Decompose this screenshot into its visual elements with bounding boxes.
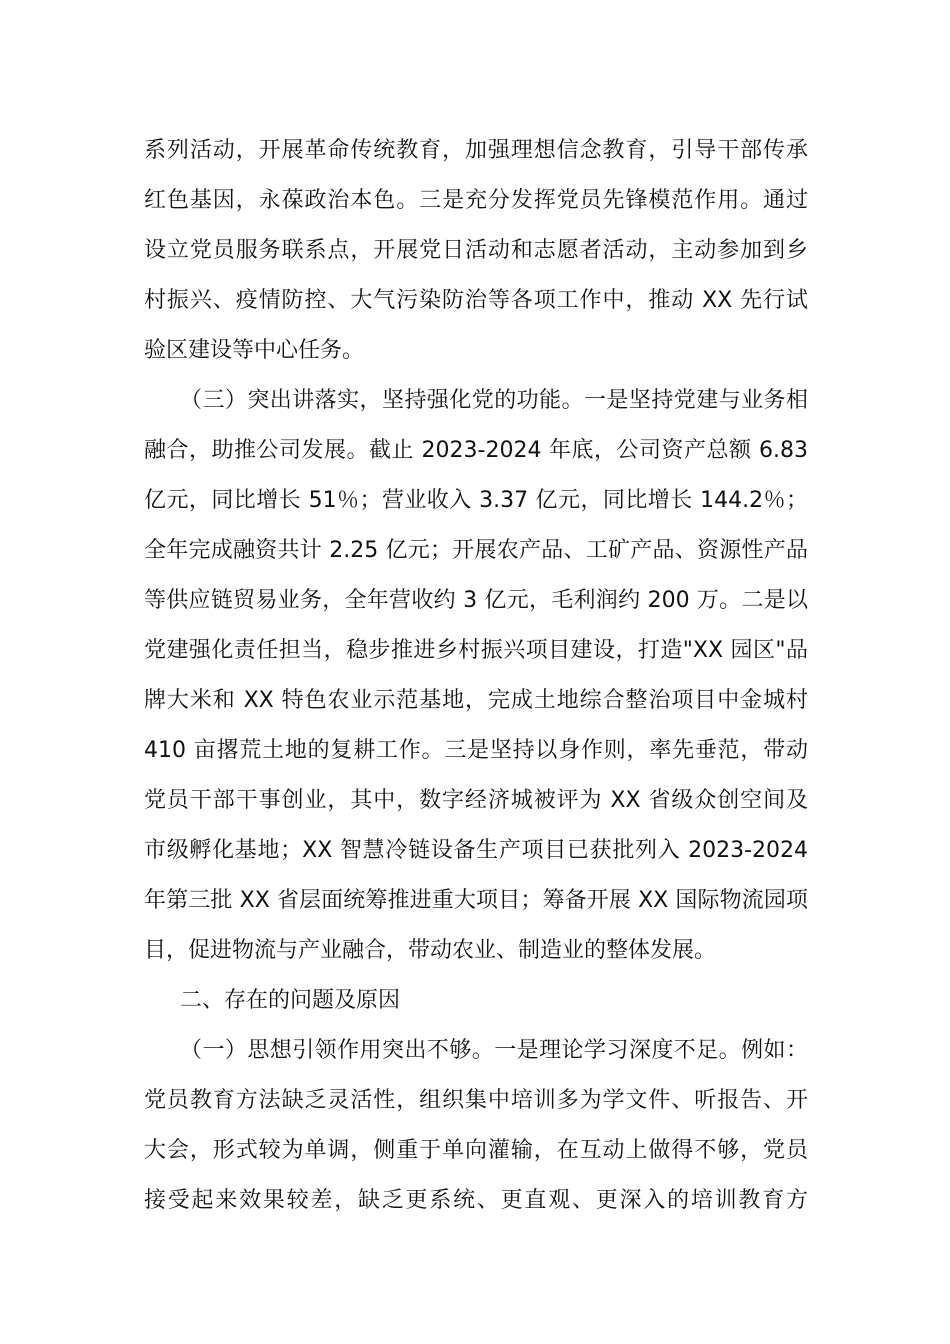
document-body [144,126,808,1226]
text-line-1: 系列活动，开展革命传统教育，加强理想信念教育，引导干部传承 [144,138,808,163]
text-line-13: 410 亩撂荒土地的复耕工作。三是坚持以身作则，率先垂范，带动 [144,738,808,763]
chapter-heading-2: 二、存在的问题及原因 [180,988,401,1013]
text-line-9: 全年完成融资共计 2.25 亿元；开展农产品、工矿产品、资源性产品 [144,538,808,563]
text-line-12: 牌大米和 XX 特色农业示范基地，完成土地综合整治项目中金城村 [144,688,808,713]
text-line-11: 党建强化责任担当，稳步推进乡村振兴项目建设，打造"XX 园区"品 [144,638,808,663]
text-line-22: 接受起来效果较差，缺乏更系统、更直观、更深入的培训教育方 [144,1188,808,1213]
text-line-14: 党员干部干事创业，其中，数字经济城被评为 XX 省级众创空间及 [144,788,808,813]
section-heading-1: （一）思想引领作用突出不够。一是理论学习深度不足。例如： [180,1038,808,1063]
text-line-10: 等供应链贸易业务，全年营收约 3 亿元，毛利润约 200 万。二是以 [144,588,808,613]
text-line-17: 目，促进物流与产业融合，带动农业、制造业的整体发展。 [144,938,717,963]
text-line-5: 验区建设等中心任务。 [144,338,365,363]
text-line-16: 年第三批 XX 省层面统筹推进重大项目；筹备开展 XX 国际物流园项 [144,888,808,913]
text-line-8: 亿元，同比增长 51％；营业收入 3.37 亿元，同比增长 144.2％； [144,488,808,513]
text-line-7: 融合，助推公司发展。截止 2023-2024 年底，公司资产总额 6.83 [144,438,808,463]
text-line-15: 市级孵化基地；XX 智慧冷链设备生产项目已获批列入 2023-2024 [144,838,808,863]
text-line-21: 大会，形式较为单调，侧重于单向灌输，在互动上做得不够，党员 [144,1138,808,1163]
text-line-3: 设立党员服务联系点，开展党日活动和志愿者活动，主动参加到乡 [144,238,808,263]
text-line-20: 党员教育方法缺乏灵活性，组织集中培训多为学文件、听报告、开 [144,1088,808,1113]
section-heading-3: （三）突出讲落实，坚持强化党的功能。一是坚持党建与业务相 [180,388,808,413]
text-line-2: 红色基因，永葆政治本色。三是充分发挥党员先锋模范作用。通过 [144,188,808,213]
text-line-4: 村振兴、疫情防控、大气污染防治等各项工作中，推动 XX 先行试 [144,288,808,313]
